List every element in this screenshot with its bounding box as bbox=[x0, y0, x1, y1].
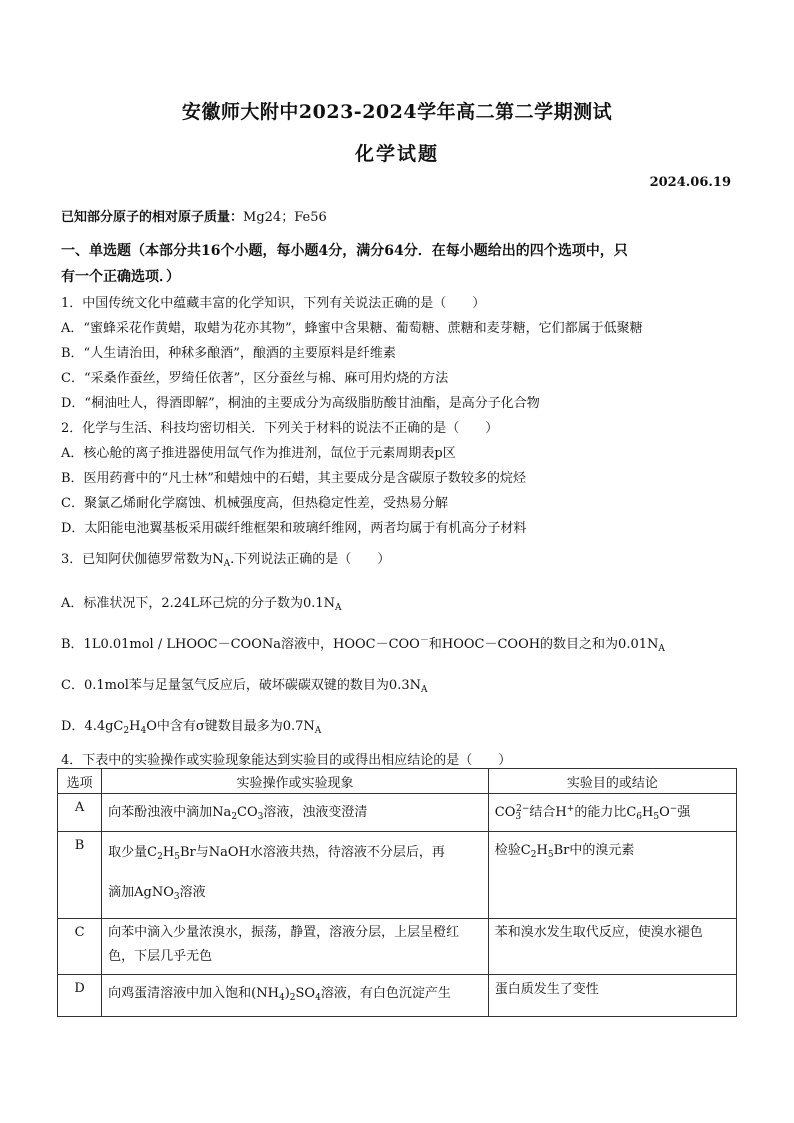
exam-date: 2024.06.19 bbox=[649, 175, 731, 190]
header-conclusion: 实验目的或结论 bbox=[488, 769, 736, 794]
q1-option-c: C．“采桑作蚕丝，罗绮任依著”，区分蚕丝与棉、麻可用灼烧的方法 bbox=[61, 371, 449, 386]
row-a-operation bbox=[102, 794, 489, 832]
row-a-op-text-3: 溶液，浊液变澄清 bbox=[263, 805, 368, 820]
q2-option-c: C．聚氯乙烯耐化学腐蚀、机械强度高，但热稳定性差，受热易分解 bbox=[61, 496, 448, 511]
q1-stem: 1．中国传统文化中蕴藏丰富的化学知识，下列有关说法正确的是（ ） bbox=[61, 296, 486, 311]
row-b-c-text-3: Br中的溴元素 bbox=[553, 843, 635, 858]
q3-b-text-2: 和HOOC－COOH的数目之和为0.01N bbox=[428, 637, 659, 652]
row-b-conclusion bbox=[488, 832, 736, 919]
table-row bbox=[58, 975, 737, 1017]
row-a-op-text-2: CO bbox=[237, 805, 258, 820]
q3-b-text: B．1L0.01mol / LHOOC－COONa溶液中，HOOC－COO bbox=[61, 637, 420, 652]
row-a-c-sup-5: − bbox=[669, 804, 678, 814]
q3-c-text: C．0.1mol苯与足量氢气反应后，破坏碳碳双键的数目为0.3N bbox=[61, 678, 421, 693]
q1-option-b: B．“人生请治田，种秫多酿酒”，酿酒的主要原料是纤维素 bbox=[61, 346, 396, 361]
q3-d-text: D．4.4gC bbox=[61, 719, 124, 734]
row-d-option: D bbox=[58, 975, 102, 1017]
q2-option-a: A．核心舱的离子推进器使用氙气作为推进剂，氙位于元素周期表p区 bbox=[61, 446, 456, 461]
q3-stem-text-end: .下列说法正确的是（ ） bbox=[230, 552, 391, 567]
q3-c-sub: A bbox=[420, 685, 428, 695]
row-c-c-text: 苯和溴水发生取代反应，使溴水褪色 bbox=[494, 925, 703, 940]
q4-table bbox=[57, 768, 737, 1017]
header-operation: 实验操作或实验现象 bbox=[102, 769, 489, 794]
q3-a-text: A．标准状况下，2.24L环己烷的分子数为0.1N bbox=[61, 596, 336, 611]
q3-option-d bbox=[61, 715, 321, 734]
row-a-op-text: 向苯酚浊液中滴加Na bbox=[108, 805, 232, 820]
q4-stem: 4．下表中的实验操作或实验现象能达到实验目的或得出相应结论的是（ ） bbox=[61, 753, 512, 768]
row-a-c-text-3: 的能力比C bbox=[574, 805, 637, 820]
q3-d-sub-3: A bbox=[314, 726, 322, 736]
header-option: 选项 bbox=[58, 769, 102, 794]
q3-option-a bbox=[61, 592, 342, 611]
q3-option-c bbox=[61, 674, 427, 693]
page-subtitle: 化学试题 bbox=[354, 143, 439, 165]
q3-d-sub: 2 bbox=[123, 726, 130, 736]
row-b-op-text-3: Br与NaOH水溶液共热，待溶液不分层后，再 bbox=[179, 845, 445, 860]
row-b-op-text-5: 溶液 bbox=[179, 885, 206, 900]
row-b-op-sub: 2 bbox=[157, 852, 163, 862]
row-a-c-text-2: 结合H bbox=[529, 805, 567, 820]
q1-option-d: D．“桐油吐人，得酒即解”，桐油的主要成分为高级脂肪酸甘油酯，是高分子化合物 bbox=[61, 396, 540, 411]
table-row bbox=[58, 919, 737, 975]
row-d-op-text-4: 溶液，有白色沉淀产生 bbox=[320, 986, 451, 1001]
q2-option-d: D．太阳能电池翼基板采用碳纤维框架和玻璃纤维网，两者均属于有机高分子材料 bbox=[61, 521, 527, 536]
row-b-option: B bbox=[58, 832, 102, 919]
row-a-c-sup-2: + bbox=[566, 804, 575, 814]
row-d-op-text-2: ) bbox=[284, 986, 290, 1001]
row-b-op-text: 取少量C bbox=[108, 845, 158, 860]
q3-option-b bbox=[61, 633, 665, 652]
row-a-c-text-6: 强 bbox=[677, 805, 691, 820]
q1-option-a: A．“蜜蜂采花作黄蜡，取蜡为花亦其物”，蜂蜜中含果糖、葡萄糖、蔗糖和麦芽糖，它们都属于低聚糖 bbox=[61, 321, 643, 336]
q3-d-sub-2: 4 bbox=[140, 726, 147, 736]
q2-option-b: B．医用药膏中的“凡士林”和蜡烛中的石蜡，其主要成分是含碳原子数较多的烷烃 bbox=[61, 471, 526, 486]
row-a-op-sub: 2 bbox=[231, 812, 238, 822]
row-b-c-sub-2: 5 bbox=[547, 850, 554, 860]
row-a-option: A bbox=[58, 794, 102, 832]
q3-stem-text: 3．已知阿伏伽德罗常数为N bbox=[61, 552, 224, 567]
row-d-conclusion bbox=[488, 975, 736, 1017]
row-d-op-sub-2: 2 bbox=[289, 993, 296, 1003]
table-header-row bbox=[58, 769, 737, 794]
row-c-conclusion bbox=[488, 919, 736, 975]
table-row bbox=[58, 794, 737, 832]
row-b-operation bbox=[102, 832, 489, 919]
row-b-op-text-2: H bbox=[162, 845, 175, 860]
row-c-operation bbox=[102, 919, 489, 975]
row-d-op-text-3: SO bbox=[295, 986, 316, 1001]
row-a-c-sub-3: 6 bbox=[636, 812, 642, 822]
row-a-c-sub-4: 5 bbox=[653, 812, 660, 822]
page-title: 安徽师大附中2023-2024学年高二第二学期测试 bbox=[181, 101, 613, 123]
row-a-op-sub-2: 3 bbox=[257, 812, 264, 822]
row-d-op-sub-3: 4 bbox=[315, 993, 321, 1003]
row-c-option: C bbox=[58, 919, 102, 975]
q3-stem bbox=[61, 548, 390, 567]
row-a-c-text-5: O bbox=[659, 805, 670, 820]
atomic-mass-values: Mg24；Fe56 bbox=[243, 210, 327, 225]
row-d-c-text: 蛋白质发生了变性 bbox=[494, 982, 599, 997]
table-row bbox=[58, 832, 737, 919]
atomic-mass-line bbox=[61, 206, 327, 225]
q3-stem-sub: A bbox=[223, 559, 231, 569]
row-a-c-text: CO bbox=[494, 805, 516, 820]
row-a-c-sub: 3 bbox=[515, 812, 522, 822]
row-a-c-text-4: H bbox=[642, 805, 654, 820]
row-d-op-sub: 4 bbox=[278, 993, 285, 1003]
q3-a-sub: A bbox=[335, 603, 342, 613]
row-b-c-text-2: H bbox=[536, 843, 548, 858]
row-b-op-text-4: 滴加AgNO bbox=[108, 885, 174, 900]
row-d-operation bbox=[102, 975, 489, 1017]
row-c-op-text: 向苯中滴入少量浓溴水，振荡，静置，溶液分层，上层呈橙红 bbox=[108, 925, 460, 940]
q3-d-text-2: H bbox=[129, 719, 141, 734]
row-a-c-sup: 2− bbox=[516, 804, 530, 814]
q2-stem: 2．化学与生活、科技均密切相关．下列关于材料的说法不正确的是（ ） bbox=[61, 421, 499, 436]
atomic-mass-label: 已知部分原子的相对原子质量： bbox=[61, 210, 244, 225]
q3-b-sub: A bbox=[658, 644, 665, 654]
row-c-op-text-2: 色，下层几乎无色 bbox=[108, 949, 213, 964]
section-heading-line2: 有一个正确选项．） bbox=[61, 269, 180, 285]
section-heading-line1: 一、单选题（本部分共16个小题，每小题4分，满分64分．在每小题给出的四个选项中，只 bbox=[61, 243, 628, 259]
row-b-op-sub-4: 3 bbox=[173, 892, 180, 902]
q3-b-sup: － bbox=[419, 636, 429, 646]
row-d-op-text: 向鸡蛋清溶液中加入饱和(NH bbox=[108, 986, 279, 1001]
q3-d-text-3: O中含有σ键数目最多为0.7N bbox=[146, 719, 315, 734]
row-b-op-sub-2: 5 bbox=[174, 852, 180, 862]
row-b-c-sub: 2 bbox=[530, 850, 537, 860]
row-b-c-text: 检验C bbox=[494, 843, 531, 858]
row-a-conclusion bbox=[488, 794, 736, 832]
